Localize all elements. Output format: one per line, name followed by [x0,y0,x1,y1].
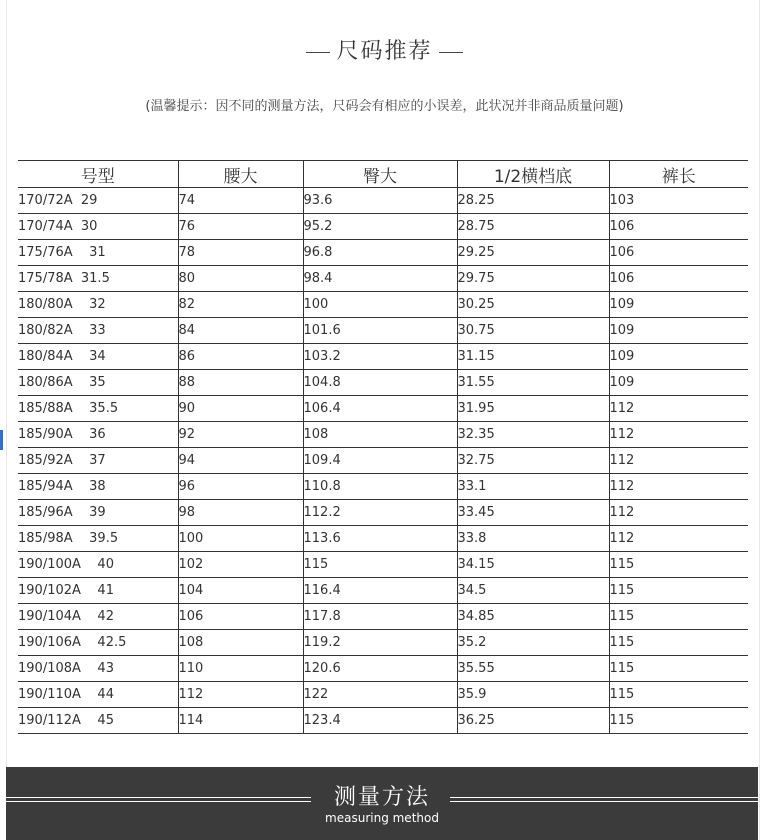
cell-crotch: 30.25 [457,292,609,318]
table-row [18,240,748,266]
cell-model: 175/76A 31 [18,240,178,266]
cell-waist: 84 [178,318,303,344]
cell-model: 190/112A 45 [18,708,178,734]
cell-length: 109 [609,344,748,370]
cell-waist: 110 [178,656,303,682]
cell-waist: 114 [178,708,303,734]
cell-waist: 74 [178,188,303,214]
table-row [18,656,748,682]
cell-crotch: 35.9 [457,682,609,708]
cell-length: 115 [609,604,748,630]
cell-length: 106 [609,266,748,292]
table-row [18,188,748,214]
cell-crotch: 29.25 [457,240,609,266]
title-dash-right [439,52,463,53]
cell-crotch: 34.15 [457,552,609,578]
cell-waist: 94 [178,448,303,474]
cell-length: 103 [609,188,748,214]
table-row [18,396,748,422]
cell-length: 106 [609,240,748,266]
cell-model: 185/88A 35.5 [18,396,178,422]
cell-hip: 119.2 [303,630,457,656]
cell-crotch: 32.35 [457,422,609,448]
cell-model: 190/100A 40 [18,552,178,578]
header-crotch: 1/2横档底 [457,161,609,188]
cell-model: 190/104A 42 [18,604,178,630]
cell-model: 180/84A 34 [18,344,178,370]
cell-waist: 88 [178,370,303,396]
cell-model: 180/82A 33 [18,318,178,344]
table-row [18,422,748,448]
cell-crotch: 29.75 [457,266,609,292]
cell-length: 115 [609,708,748,734]
cell-waist: 90 [178,396,303,422]
table-row [18,630,748,656]
cell-hip: 108 [303,422,457,448]
cell-crotch: 33.1 [457,474,609,500]
cell-crotch: 32.75 [457,448,609,474]
cell-hip: 110.8 [303,474,457,500]
cell-hip: 96.8 [303,240,457,266]
table-row [18,292,748,318]
cell-crotch: 34.5 [457,578,609,604]
cell-length: 109 [609,292,748,318]
cell-waist: 76 [178,214,303,240]
table-row [18,500,748,526]
cell-hip: 109.4 [303,448,457,474]
cell-waist: 102 [178,552,303,578]
cell-crotch: 30.75 [457,318,609,344]
cell-length: 112 [609,474,748,500]
cell-hip: 117.8 [303,604,457,630]
cell-length: 115 [609,656,748,682]
size-tip: (温馨提示：因不同的测量方法，尺码会有相应的小误差，此状况并非商品质量问题) [145,99,624,114]
cell-model: 190/110A 44 [18,682,178,708]
cell-hip: 106.4 [303,396,457,422]
cell-crotch: 33.8 [457,526,609,552]
table-row [18,604,748,630]
cell-length: 112 [609,526,748,552]
cell-waist: 86 [178,344,303,370]
cell-length: 115 [609,630,748,656]
cell-hip: 100 [303,292,457,318]
table-row [18,526,748,552]
table-row [18,344,748,370]
cell-length: 115 [609,552,748,578]
cell-model: 175/78A 31.5 [18,266,178,292]
cell-length: 109 [609,370,748,396]
cell-waist: 108 [178,630,303,656]
footer-subtitle: measuring method [325,811,439,825]
footer-banner [6,767,758,840]
cell-crotch: 35.2 [457,630,609,656]
cell-hip: 113.6 [303,526,457,552]
table-body [18,188,748,734]
cell-model: 185/94A 38 [18,474,178,500]
section-title-text: 尺码推荐 [336,39,433,64]
cell-model: 185/96A 39 [18,500,178,526]
cell-model: 170/72A 29 [18,188,178,214]
table-row [18,474,748,500]
cell-hip: 112.2 [303,500,457,526]
cell-length: 112 [609,422,748,448]
cell-length: 109 [609,318,748,344]
cell-model: 190/102A 41 [18,578,178,604]
table-row [18,370,748,396]
cell-waist: 82 [178,292,303,318]
cell-crotch: 31.95 [457,396,609,422]
cell-hip: 115 [303,552,457,578]
cell-crotch: 28.75 [457,214,609,240]
scroll-marker [0,430,3,450]
cell-crotch: 34.85 [457,604,609,630]
table-row [18,682,748,708]
cell-waist: 112 [178,682,303,708]
title-dash-left [306,52,330,53]
cell-crotch: 31.15 [457,344,609,370]
cell-hip: 104.8 [303,370,457,396]
cell-length: 112 [609,500,748,526]
cell-crotch: 36.25 [457,708,609,734]
cell-waist: 104 [178,578,303,604]
cell-model: 180/80A 32 [18,292,178,318]
cell-hip: 98.4 [303,266,457,292]
table-row [18,552,748,578]
table-row [18,266,748,292]
section-title [0,34,769,65]
cell-length: 112 [609,396,748,422]
table-row [18,318,748,344]
cell-model: 170/74A 30 [18,214,178,240]
cell-waist: 80 [178,266,303,292]
cell-hip: 122 [303,682,457,708]
table-row [18,448,748,474]
cell-length: 115 [609,578,748,604]
cell-model: 180/86A 35 [18,370,178,396]
cell-waist: 78 [178,240,303,266]
cell-hip: 123.4 [303,708,457,734]
cell-model: 185/98A 39.5 [18,526,178,552]
cell-crotch: 31.55 [457,370,609,396]
cell-waist: 98 [178,500,303,526]
table-row [18,708,748,734]
table-header-row [18,161,748,188]
cell-waist: 106 [178,604,303,630]
cell-model: 190/106A 42.5 [18,630,178,656]
footer-title: 测量方法 [333,785,430,810]
table-row [18,214,748,240]
cell-waist: 96 [178,474,303,500]
cell-hip: 95.2 [303,214,457,240]
cell-model: 190/108A 43 [18,656,178,682]
header-model: 号型 [18,161,178,188]
cell-hip: 120.6 [303,656,457,682]
header-waist: 腰大 [178,161,303,188]
cell-crotch: 35.55 [457,656,609,682]
cell-waist: 92 [178,422,303,448]
header-hip: 臀大 [303,161,457,188]
cell-hip: 103.2 [303,344,457,370]
cell-length: 106 [609,214,748,240]
table-row [18,578,748,604]
cell-crotch: 28.25 [457,188,609,214]
cell-model: 185/90A 36 [18,422,178,448]
cell-hip: 101.6 [303,318,457,344]
cell-hip: 116.4 [303,578,457,604]
header-length: 裤长 [609,161,748,188]
cell-hip: 93.6 [303,188,457,214]
cell-length: 112 [609,448,748,474]
cell-waist: 100 [178,526,303,552]
cell-length: 115 [609,682,748,708]
cell-crotch: 33.45 [457,500,609,526]
size-table [18,160,748,734]
cell-model: 185/92A 37 [18,448,178,474]
